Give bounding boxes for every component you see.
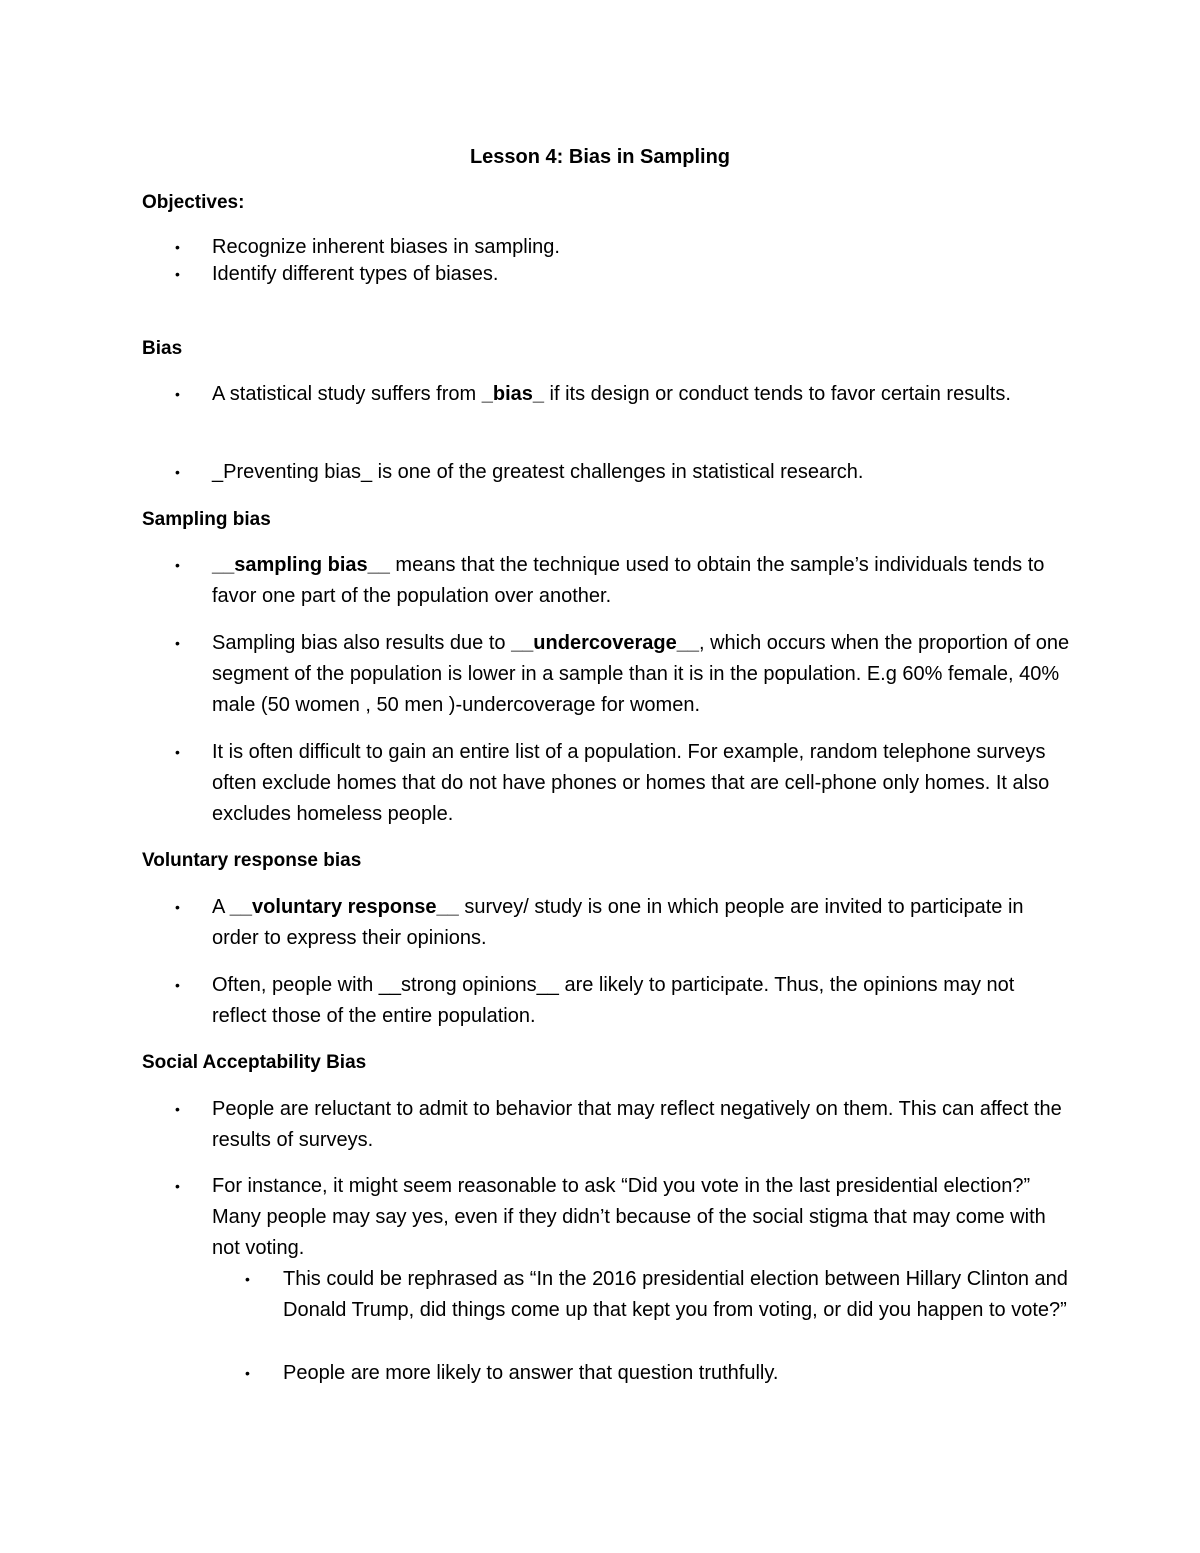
voluntary-item: [212, 892, 1072, 954]
text-segment: A: [212, 896, 230, 918]
objectives-heading: Objectives:: [142, 192, 245, 213]
social-heading: Social Acceptability Bias: [142, 1052, 367, 1073]
voluntary-item: Often, people with __strong opinions__ are likely to participate. Thus, the opinions may not reflect those of the entire population.: [212, 974, 1015, 1027]
fill-in-blank: __voluntary response__: [229, 896, 459, 918]
page-title: Lesson 4: Bias in Sampling: [469, 146, 731, 168]
bullet-icon: •: [175, 464, 180, 480]
text-segment: means that the technique used to obtain the sample’s individuals tends to favor one part of the population over another.: [212, 554, 1045, 607]
sampling-bias-heading: Sampling bias: [142, 509, 271, 530]
bullet-icon: •: [245, 1271, 250, 1287]
bias-heading: Bias: [142, 338, 183, 359]
objective-item: Identify different types of biases.: [212, 263, 499, 285]
sampling-bias-item: [212, 550, 1072, 612]
bullet-icon: •: [175, 744, 180, 760]
text-segment: if its design or conduct tends to favor certain results.: [544, 383, 1011, 405]
bullet-icon: •: [175, 557, 180, 573]
text-segment: , which occurs when the proportion of one segment of the population is lower in a sample than it is in the population. E.g 60% female, 40% male (50 women , 50 men )-undercoverage for women.: [212, 632, 1070, 716]
bullet-icon: •: [175, 386, 180, 402]
fill-in-blank: __sampling bias__: [212, 554, 390, 576]
bullet-icon: •: [175, 1101, 180, 1117]
social-subitem: This could be rephrased as “In the 2016 presidential election between Hillary Clinton and Donald Trump, did things come up that kept you from voting, or did you happen to vote?”: [283, 1268, 1068, 1321]
social-item: For instance, it might seem reasonable to ask “Did you vote in the last presidential election?” Many people may say yes, even if they didn’t because of the social stigma that may come with not voting.: [212, 1175, 1046, 1259]
social-subitem: People are more likely to answer that question truthfully.: [283, 1362, 779, 1384]
bias-item: _Preventing bias_ is one of the greatest challenges in statistical research.: [212, 461, 864, 483]
sampling-bias-item: It is often difficult to gain an entire list of a population. For example, random telephone surveys often exclude homes that do not have phones or homes that are cell-phone only homes. It also excludes homeless people.: [212, 741, 1050, 825]
social-item: People are reluctant to admit to behavior that may reflect negatively on them. This can affect the results of surveys.: [212, 1098, 1062, 1151]
bias-item: [212, 379, 1072, 410]
text-segment: survey/ study is one in which people are invited to participate in order to express their opinions.: [212, 896, 1024, 949]
text-segment: A statistical study suffers from: [212, 383, 482, 405]
voluntary-heading: Voluntary response bias: [142, 850, 362, 871]
bullet-icon: •: [175, 266, 180, 282]
bullet-icon: •: [175, 635, 180, 651]
bullet-icon: •: [175, 239, 180, 255]
objective-item: Recognize inherent biases in sampling.: [212, 236, 560, 258]
fill-in-blank: __undercoverage__: [511, 632, 699, 654]
sampling-bias-item: [212, 628, 1072, 721]
bullet-icon: •: [175, 899, 180, 915]
bullet-icon: •: [245, 1365, 250, 1381]
text-segment: Sampling bias also results due to: [212, 632, 512, 654]
fill-in-blank: _bias_: [481, 383, 544, 405]
bullet-icon: •: [175, 977, 180, 993]
bullet-icon: •: [175, 1178, 180, 1194]
